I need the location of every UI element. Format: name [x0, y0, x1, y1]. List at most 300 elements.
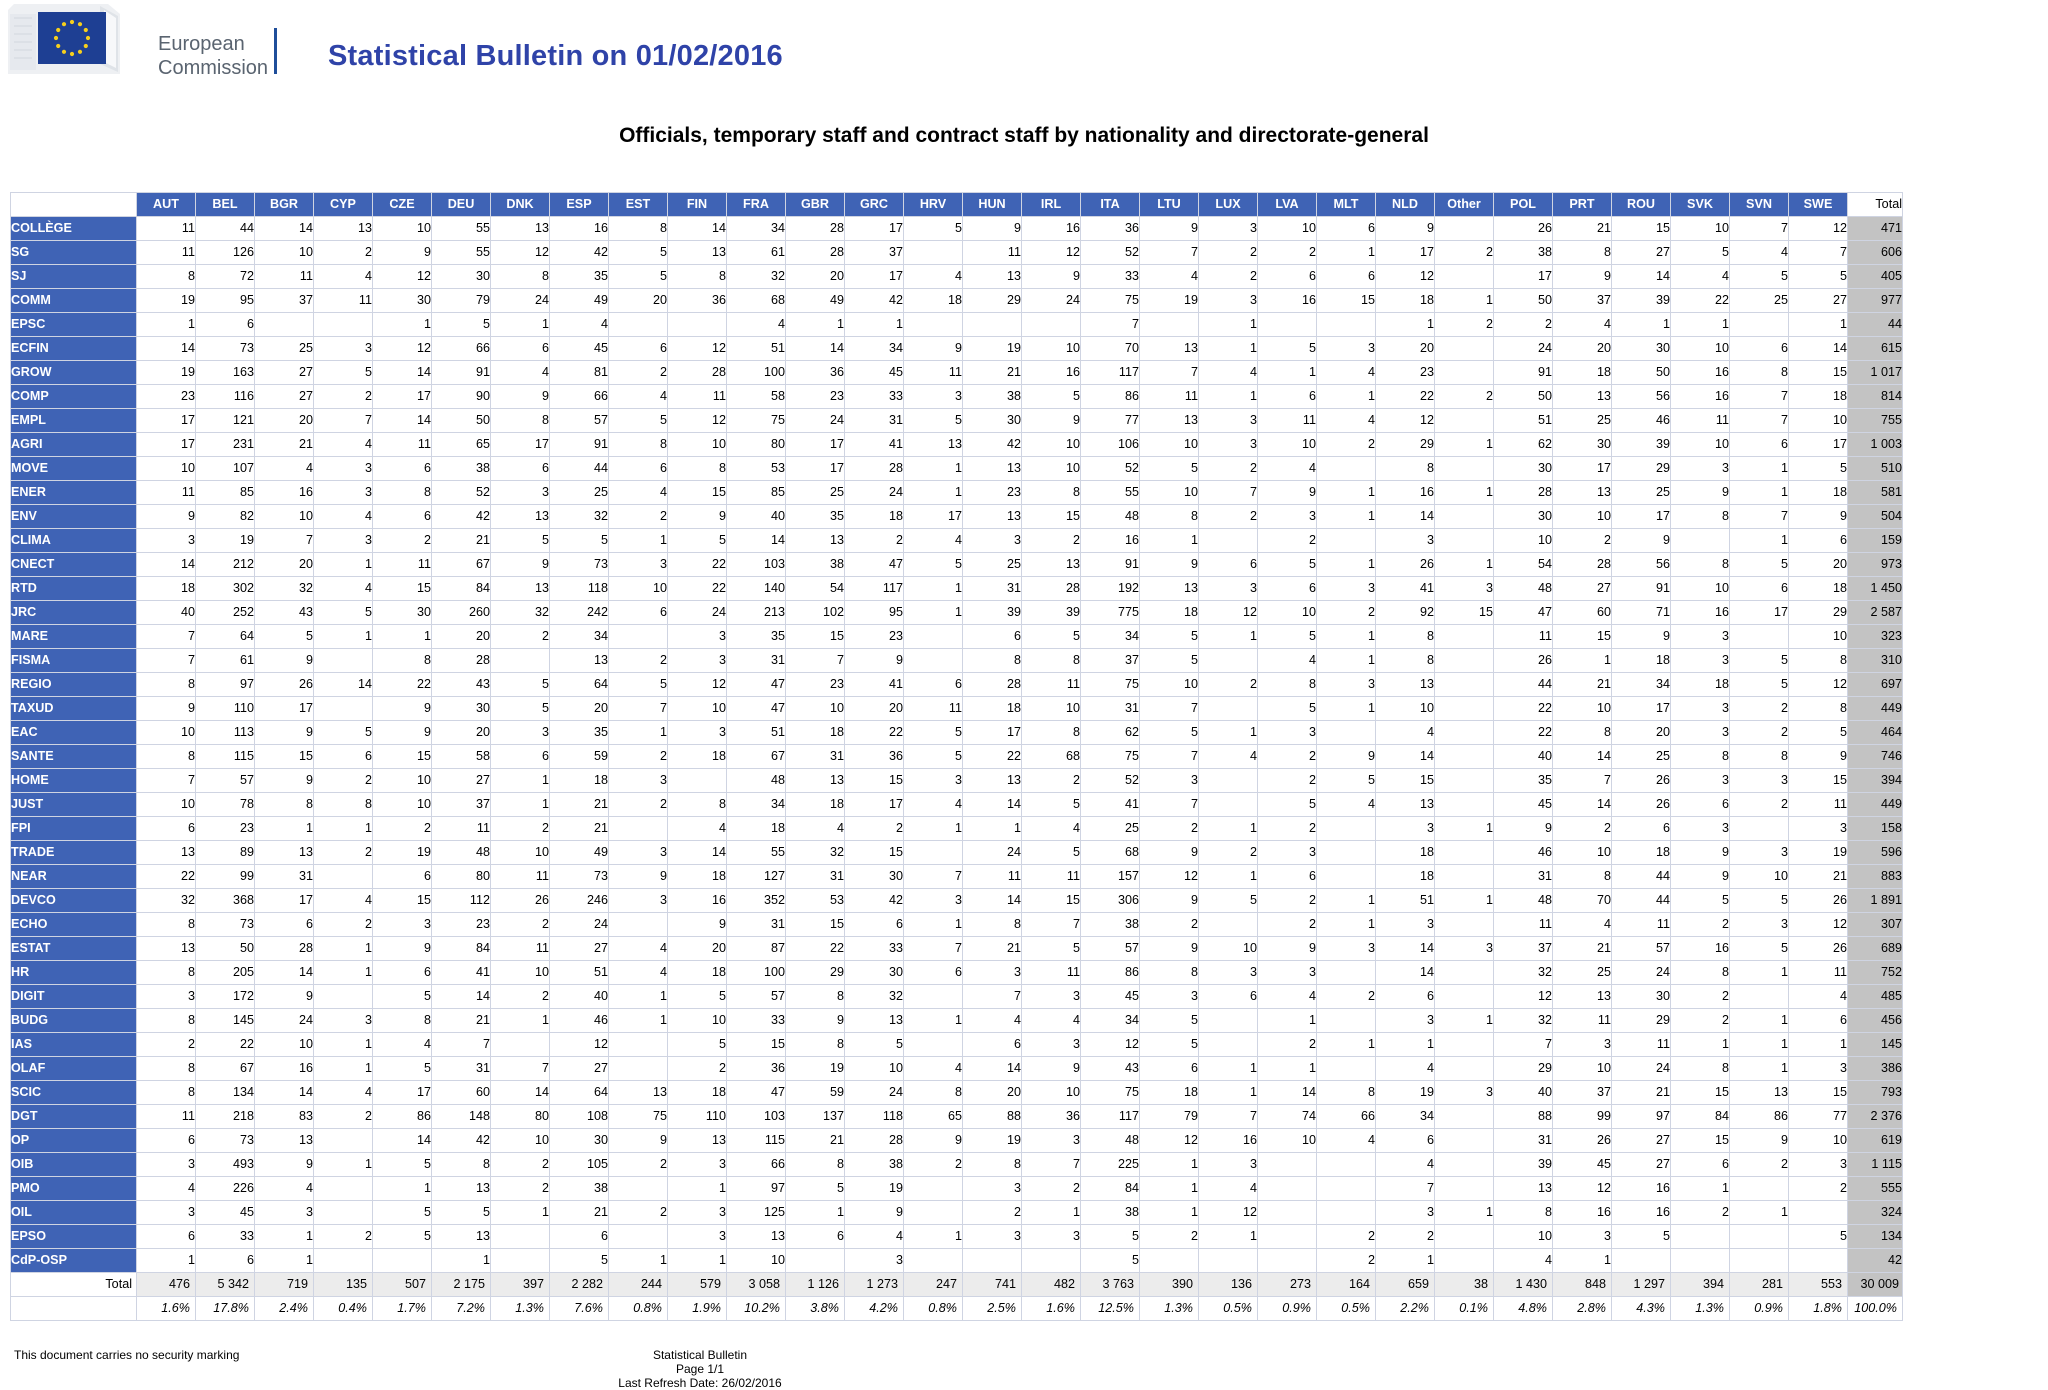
row-header: EPSO [11, 1225, 137, 1249]
data-cell [1435, 529, 1494, 553]
data-cell [1730, 817, 1789, 841]
row-total-cell: 752 [1848, 961, 1903, 985]
data-cell: 12 [1199, 601, 1258, 625]
data-cell: 50 [196, 937, 255, 961]
row-header: OLAF [11, 1057, 137, 1081]
data-cell: 368 [196, 889, 255, 913]
data-cell: 75 [1081, 289, 1140, 313]
data-cell: 6 [845, 913, 904, 937]
data-cell: 148 [432, 1105, 491, 1129]
data-cell: 11 [137, 217, 196, 241]
data-cell: 10 [255, 241, 314, 265]
data-cell: 13 [314, 217, 373, 241]
data-cell [904, 625, 963, 649]
data-cell: 3 [668, 1225, 727, 1249]
data-cell: 22 [1671, 289, 1730, 313]
data-cell: 31 [727, 913, 786, 937]
data-cell: 8 [491, 409, 550, 433]
column-total-cell: 1 430 [1494, 1273, 1553, 1297]
data-cell: 9 [904, 337, 963, 361]
data-cell [1317, 1177, 1376, 1201]
row-total-cell: 746 [1848, 745, 1903, 769]
data-cell: 80 [432, 865, 491, 889]
data-cell: 5 [314, 601, 373, 625]
row-total-cell: 615 [1848, 337, 1903, 361]
data-cell: 31 [432, 1057, 491, 1081]
data-cell: 13 [255, 1129, 314, 1153]
data-cell: 6 [373, 961, 432, 985]
data-cell: 5 [845, 1033, 904, 1057]
data-cell: 226 [196, 1177, 255, 1201]
data-cell: 77 [1789, 1105, 1848, 1129]
data-cell: 5 [1730, 673, 1789, 697]
data-cell [1258, 1249, 1317, 1273]
data-cell: 6 [1671, 793, 1730, 817]
data-cell: 1 [1317, 505, 1376, 529]
data-cell: 17 [1612, 505, 1671, 529]
table-row [11, 913, 1903, 937]
data-cell: 8 [786, 1153, 845, 1177]
data-cell: 17 [255, 697, 314, 721]
data-cell: 39 [1494, 1153, 1553, 1177]
data-cell: 2 [845, 529, 904, 553]
data-cell: 2 [1376, 1225, 1435, 1249]
data-cell: 10 [1730, 865, 1789, 889]
data-cell: 4 [668, 817, 727, 841]
data-cell: 3 [1317, 577, 1376, 601]
data-cell: 2 [314, 385, 373, 409]
data-cell: 17 [1612, 697, 1671, 721]
column-header-total: Total [1848, 193, 1903, 217]
data-cell: 26 [1789, 937, 1848, 961]
data-cell: 6 [373, 865, 432, 889]
data-cell: 4 [1789, 985, 1848, 1009]
data-cell: 11 [314, 289, 373, 313]
data-cell: 7 [491, 1057, 550, 1081]
data-cell: 3 [1376, 817, 1435, 841]
data-cell: 4 [1376, 1153, 1435, 1177]
data-cell: 1 [1199, 337, 1258, 361]
data-cell: 6 [1199, 553, 1258, 577]
data-cell: 70 [1553, 889, 1612, 913]
data-cell: 6 [1317, 217, 1376, 241]
data-cell: 9 [668, 505, 727, 529]
data-cell: 6 [609, 337, 668, 361]
data-cell: 25 [963, 553, 1022, 577]
data-cell: 22 [963, 745, 1022, 769]
data-cell: 8 [373, 649, 432, 673]
data-cell: 107 [196, 457, 255, 481]
data-cell: 21 [786, 1129, 845, 1153]
data-cell: 30 [1553, 433, 1612, 457]
data-cell: 2 [609, 793, 668, 817]
data-cell [1258, 1177, 1317, 1201]
data-cell: 5 [1258, 793, 1317, 817]
data-cell [609, 1225, 668, 1249]
data-cell [1317, 313, 1376, 337]
data-cell: 3 [1317, 337, 1376, 361]
data-cell: 8 [373, 1009, 432, 1033]
table-row [11, 697, 1903, 721]
column-total-cell: 136 [1199, 1273, 1258, 1297]
data-cell: 13 [491, 217, 550, 241]
data-cell: 15 [1317, 289, 1376, 313]
data-cell: 4 [904, 265, 963, 289]
row-total-cell: 394 [1848, 769, 1903, 793]
data-cell: 68 [727, 289, 786, 313]
data-cell: 11 [1022, 961, 1081, 985]
data-cell: 16 [550, 217, 609, 241]
data-cell: 3 [1671, 769, 1730, 793]
data-cell: 6 [904, 961, 963, 985]
data-cell: 2 [1317, 985, 1376, 1009]
data-cell: 9 [373, 721, 432, 745]
data-cell: 5 [609, 409, 668, 433]
data-cell [1317, 841, 1376, 865]
table-row [11, 1249, 1903, 1273]
data-cell: 3 [137, 529, 196, 553]
data-cell: 17 [845, 793, 904, 817]
data-cell: 1 [1199, 865, 1258, 889]
row-header: HOME [11, 769, 137, 793]
data-cell: 47 [845, 553, 904, 577]
data-cell: 10 [255, 505, 314, 529]
data-cell: 1 [1317, 385, 1376, 409]
data-cell: 19 [196, 529, 255, 553]
data-cell: 79 [432, 289, 491, 313]
data-cell: 18 [1553, 361, 1612, 385]
row-total-cell: 1 017 [1848, 361, 1903, 385]
table-row [11, 961, 1903, 985]
data-cell: 57 [1612, 937, 1671, 961]
data-cell: 34 [727, 793, 786, 817]
row-header: SANTE [11, 745, 137, 769]
data-cell: 28 [845, 1129, 904, 1153]
percent-cell: 1.3% [1671, 1297, 1730, 1321]
data-cell: 2 [1317, 1225, 1376, 1249]
data-cell: 127 [727, 865, 786, 889]
data-cell: 5 [432, 313, 491, 337]
data-cell: 15 [373, 745, 432, 769]
data-cell: 23 [137, 385, 196, 409]
data-cell: 5 [1258, 697, 1317, 721]
data-cell: 8 [314, 793, 373, 817]
data-cell: 5 [1022, 841, 1081, 865]
data-cell: 14 [314, 673, 373, 697]
data-cell [1435, 985, 1494, 1009]
data-cell: 20 [255, 553, 314, 577]
data-cell: 7 [786, 649, 845, 673]
data-cell: 38 [1081, 913, 1140, 937]
data-cell: 34 [1612, 673, 1671, 697]
data-cell [1317, 817, 1376, 841]
data-cell: 2 [137, 1033, 196, 1057]
data-cell: 10 [1022, 697, 1081, 721]
row-total-cell: 606 [1848, 241, 1903, 265]
data-cell: 3 [1258, 721, 1317, 745]
data-cell [963, 1249, 1022, 1273]
data-cell: 112 [432, 889, 491, 913]
data-cell: 3 [963, 961, 1022, 985]
data-cell: 3 [1376, 529, 1435, 553]
data-cell: 85 [727, 481, 786, 505]
data-cell: 3 [609, 841, 668, 865]
data-cell: 14 [1258, 1081, 1317, 1105]
data-cell: 100 [727, 961, 786, 985]
data-cell: 3 [1199, 217, 1258, 241]
data-cell: 74 [1258, 1105, 1317, 1129]
data-cell: 2 [1317, 601, 1376, 625]
data-cell: 19 [963, 1129, 1022, 1153]
data-cell: 1 [668, 1177, 727, 1201]
report-title: Officials, temporary staff and contract staff by nationality and directorate-general [619, 124, 1429, 147]
data-cell: 8 [1258, 673, 1317, 697]
percent-cell: 0.5% [1199, 1297, 1258, 1321]
percent-cell: 0.9% [1730, 1297, 1789, 1321]
data-cell: 9 [373, 937, 432, 961]
data-cell: 10 [1199, 937, 1258, 961]
data-cell: 39 [1022, 601, 1081, 625]
data-cell: 16 [1022, 361, 1081, 385]
data-cell: 11 [1789, 793, 1848, 817]
data-cell: 8 [137, 745, 196, 769]
row-header: NEAR [11, 865, 137, 889]
data-cell: 60 [432, 1081, 491, 1105]
data-cell: 1 [609, 985, 668, 1009]
data-cell: 48 [1494, 889, 1553, 913]
data-cell: 15 [1435, 601, 1494, 625]
data-cell: 1 [373, 313, 432, 337]
data-cell: 51 [1376, 889, 1435, 913]
data-cell: 28 [668, 361, 727, 385]
data-cell: 1 [845, 313, 904, 337]
data-cell: 5 [1199, 889, 1258, 913]
data-cell: 2 [1022, 1177, 1081, 1201]
data-cell: 4 [727, 313, 786, 337]
data-cell: 137 [786, 1105, 845, 1129]
data-cell: 5 [1140, 625, 1199, 649]
data-cell: 2 [1258, 889, 1317, 913]
table-row [11, 1129, 1903, 1153]
data-cell: 115 [727, 1129, 786, 1153]
table-row [11, 505, 1903, 529]
data-cell: 19 [373, 841, 432, 865]
data-cell: 73 [196, 1129, 255, 1153]
data-cell [1435, 217, 1494, 241]
data-cell [1435, 625, 1494, 649]
data-cell: 6 [491, 337, 550, 361]
data-cell: 1 [137, 313, 196, 337]
data-cell: 8 [432, 1153, 491, 1177]
data-cell: 15 [1022, 889, 1081, 913]
data-cell: 1 [1199, 1225, 1258, 1249]
data-cell: 39 [1612, 289, 1671, 313]
page-title: Statistical Bulletin on 01/02/2016 [328, 40, 783, 72]
data-cell: 1 [491, 1201, 550, 1225]
data-cell: 41 [1376, 577, 1435, 601]
data-cell: 25 [1730, 289, 1789, 313]
data-cell: 5 [1081, 1225, 1140, 1249]
data-cell: 30 [373, 289, 432, 313]
data-cell: 3 [1789, 1153, 1848, 1177]
data-cell: 5 [1022, 793, 1081, 817]
data-cell: 10 [1789, 1129, 1848, 1153]
data-cell: 27 [255, 385, 314, 409]
data-cell: 6 [963, 1033, 1022, 1057]
data-cell: 5 [1730, 937, 1789, 961]
data-cell: 11 [137, 1105, 196, 1129]
column-header-grc: GRC [845, 193, 904, 217]
data-cell [1435, 1129, 1494, 1153]
data-cell [1671, 1225, 1730, 1249]
column-header-lux: LUX [1199, 193, 1258, 217]
data-cell [314, 1177, 373, 1201]
data-cell: 9 [1022, 1057, 1081, 1081]
data-cell: 4 [904, 1057, 963, 1081]
data-cell: 45 [1553, 1153, 1612, 1177]
data-cell: 13 [786, 529, 845, 553]
data-cell: 3 [1140, 769, 1199, 793]
data-cell: 20 [550, 697, 609, 721]
data-cell: 9 [1376, 217, 1435, 241]
data-cell: 27 [550, 1057, 609, 1081]
data-cell: 18 [1376, 289, 1435, 313]
data-cell: 1 [1730, 457, 1789, 481]
data-cell: 26 [1612, 793, 1671, 817]
data-cell: 12 [373, 265, 432, 289]
data-cell: 36 [668, 289, 727, 313]
data-cell: 7 [1140, 361, 1199, 385]
data-cell [1199, 1009, 1258, 1033]
data-cell: 40 [727, 505, 786, 529]
data-cell: 31 [786, 745, 845, 769]
data-cell: 5 [904, 217, 963, 241]
percent-cell: 2.4% [255, 1297, 314, 1321]
row-header: GROW [11, 361, 137, 385]
row-header: CdP-OSP [11, 1249, 137, 1273]
data-cell: 57 [727, 985, 786, 1009]
data-cell: 9 [1671, 865, 1730, 889]
data-cell: 6 [373, 505, 432, 529]
column-header-cze: CZE [373, 193, 432, 217]
data-cell: 52 [1081, 769, 1140, 793]
data-cell: 51 [727, 721, 786, 745]
data-cell: 66 [1317, 1105, 1376, 1129]
row-header: DGT [11, 1105, 137, 1129]
data-cell: 21 [432, 1009, 491, 1033]
data-cell: 9 [1612, 625, 1671, 649]
data-cell: 52 [1081, 457, 1140, 481]
row-total-cell: 596 [1848, 841, 1903, 865]
data-cell: 5 [1140, 721, 1199, 745]
data-cell: 12 [668, 337, 727, 361]
column-total-cell: 394 [1671, 1273, 1730, 1297]
data-cell: 10 [1553, 1057, 1612, 1081]
table-row [11, 1081, 1903, 1105]
data-cell: 8 [1671, 553, 1730, 577]
data-cell [1435, 361, 1494, 385]
data-cell: 44 [1494, 673, 1553, 697]
data-cell: 5 [373, 1153, 432, 1177]
data-cell: 66 [550, 385, 609, 409]
percent-cell: 3.8% [786, 1297, 845, 1321]
data-cell: 7 [1199, 481, 1258, 505]
data-cell [1671, 529, 1730, 553]
data-cell: 55 [727, 841, 786, 865]
data-cell: 15 [1671, 1081, 1730, 1105]
data-cell [491, 1249, 550, 1273]
data-cell [1317, 1057, 1376, 1081]
data-cell: 13 [963, 457, 1022, 481]
data-cell: 1 [255, 1225, 314, 1249]
data-cell: 10 [373, 793, 432, 817]
column-total-cell: 579 [668, 1273, 727, 1297]
data-cell: 5 [314, 361, 373, 385]
data-cell: 8 [137, 1057, 196, 1081]
data-cell: 41 [432, 961, 491, 985]
data-cell: 33 [845, 937, 904, 961]
row-total-cell: 471 [1848, 217, 1903, 241]
data-cell: 7 [137, 649, 196, 673]
logo-line-2: Commission [158, 57, 269, 79]
column-total-cell: 247 [904, 1273, 963, 1297]
data-cell [314, 1201, 373, 1225]
data-cell: 8 [963, 1153, 1022, 1177]
data-cell: 100 [727, 361, 786, 385]
column-header-nld: NLD [1376, 193, 1435, 217]
data-cell: 10 [1140, 433, 1199, 457]
table-row [11, 265, 1903, 289]
data-cell: 10 [1494, 529, 1553, 553]
data-cell: 6 [314, 745, 373, 769]
percent-cell: 10.2% [727, 1297, 786, 1321]
data-cell: 1 [1258, 1057, 1317, 1081]
data-cell [1435, 409, 1494, 433]
row-total-cell: 405 [1848, 265, 1903, 289]
data-cell: 6 [1140, 1057, 1199, 1081]
footer-page-number: Page 1/1 [675, 1362, 725, 1376]
data-cell: 1 [904, 1225, 963, 1249]
table-row [11, 1105, 1903, 1129]
data-cell: 81 [550, 361, 609, 385]
data-cell: 23 [963, 481, 1022, 505]
data-cell: 13 [1140, 337, 1199, 361]
data-cell: 19 [137, 289, 196, 313]
table-row [11, 577, 1903, 601]
data-cell [314, 697, 373, 721]
data-cell [1730, 1225, 1789, 1249]
data-cell: 25 [1081, 817, 1140, 841]
data-cell: 6 [1258, 265, 1317, 289]
data-cell [1435, 649, 1494, 673]
data-cell: 9 [1140, 889, 1199, 913]
data-cell: 1 [1730, 961, 1789, 985]
data-cell: 3 [1730, 913, 1789, 937]
data-cell: 16 [255, 481, 314, 505]
percent-cell: 1.7% [373, 1297, 432, 1321]
data-cell: 25 [550, 481, 609, 505]
data-cell: 4 [491, 361, 550, 385]
data-cell: 9 [609, 1129, 668, 1153]
data-cell: 28 [1494, 481, 1553, 505]
data-cell [1435, 1057, 1494, 1081]
data-cell: 17 [1376, 241, 1435, 265]
data-cell: 30 [432, 697, 491, 721]
data-cell: 17 [786, 457, 845, 481]
data-cell: 43 [1081, 1057, 1140, 1081]
data-cell: 21 [963, 361, 1022, 385]
column-header-other: Other [1435, 193, 1494, 217]
